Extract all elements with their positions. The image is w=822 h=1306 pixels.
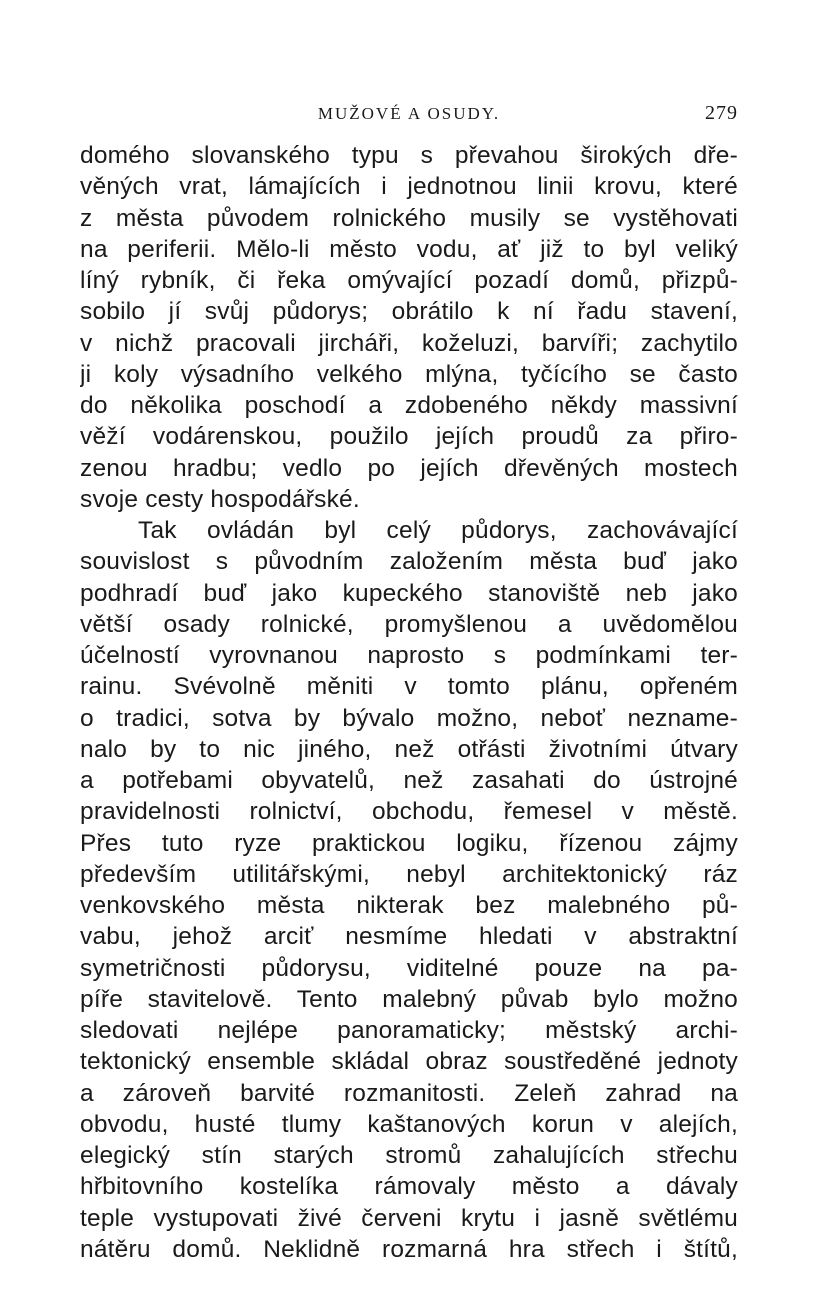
running-head [80, 100, 738, 130]
text-line: zenou hradbu; vedlo po jejích dřevěných mostech [80, 454, 738, 482]
text-line: do několika poschodí a zdobeného někdy massivní [80, 392, 738, 419]
text-line: vabu, jehož arciť nesmíme hledati v abstraktní [80, 923, 738, 951]
text-line: Přes tuto ryze praktickou logiku, řízenou zájmy [80, 829, 738, 857]
text-line: a potřebami obyvatelů, než zasahati do ústrojné [80, 767, 738, 794]
text-line: teple vystupovati živé červeni krytu i jasně světlému [80, 1204, 738, 1232]
text-line: v nichž pracovali jircháři, koželuzi, barvíři; zachytilo [80, 329, 738, 357]
text-line: na periferii. Mělo-li město vodu, ať již to byl veliký [80, 235, 738, 263]
text-line: z města původem rolnického musily se vystěhovati [80, 204, 738, 232]
text-line: sobilo jí svůj půdorys; obrátilo k ní řadu stavení, [80, 298, 738, 326]
text-line: věží vodárenskou, použilo jejích proudů za přiro- [80, 423, 738, 451]
text-line: píře stavitelově. Tento malebný půvab bylo možno [80, 985, 738, 1013]
text-line: líný rybník, či řeka omývající pozadí domů, přizpů- [80, 267, 738, 294]
body-text [80, 140, 738, 1265]
text-line: o tradici, sotva by bývalo možno, neboť nezname- [80, 704, 738, 732]
text-line: sledovati nejlépe panoramaticky; městský archi- [80, 1017, 738, 1044]
running-title: MUŽOVÉ A OSUDY. [317, 104, 501, 123]
paragraph-end-line: svoje cesty hospodářské. [80, 485, 360, 513]
text-line: především utilitářskými, nebyl architektonický ráz [80, 860, 738, 888]
text-line: nátěru domů. Neklidně rozmarná hra střech i štítů, [80, 1235, 738, 1263]
text-line: elegický stín starých stromů zahalujících střechu [80, 1142, 738, 1169]
text-line: pravidelnosti rolnictví, obchodu, řemesel v městě. [80, 798, 738, 826]
text-line: účelností vyrovnanou naprosto s podmínkami ter- [80, 642, 738, 669]
text-line: venkovského města nikterak bez malebného pů- [80, 892, 738, 919]
text-line: obvodu, husté tlumy kaštanových korun v alejích, [80, 1110, 738, 1138]
text-line: tektonický ensemble skládal obraz soustředěné jednoty [80, 1048, 738, 1076]
text-line: symetričnosti půdorysu, viditelné pouze na pa- [80, 954, 738, 982]
text-line: ji koly výsadního velkého mlýna, tyčícího se často [80, 360, 738, 388]
page-number: 279 [705, 102, 738, 124]
text-line: podhradí buď jako kupeckého stanoviště neb jako [80, 579, 738, 607]
text-line: větší osady rolnické, promyšlenou a uvědomělou [80, 610, 738, 638]
text-line: nalo by to nic jiného, než otřásti životními útvary [80, 735, 738, 763]
text-line: věných vrat, lámajících i jednotnou linii krovu, které [80, 173, 738, 201]
text-line: domého slovanského typu s převahou širokých dře- [80, 142, 738, 169]
text-line: hřbitovního kostelíka rámovaly město a dávaly [80, 1173, 738, 1201]
text-line: a zároveň barvité rozmanitosti. Zeleň zahrad na [80, 1079, 738, 1107]
text-line: souvislost s původním založením města buď jako [80, 548, 738, 576]
paragraph-start-line: Tak ovládán byl celý půdorys, zachovávající [138, 517, 738, 544]
text-line: rainu. Svévolně měniti v tomto plánu, opřeném [80, 673, 738, 701]
